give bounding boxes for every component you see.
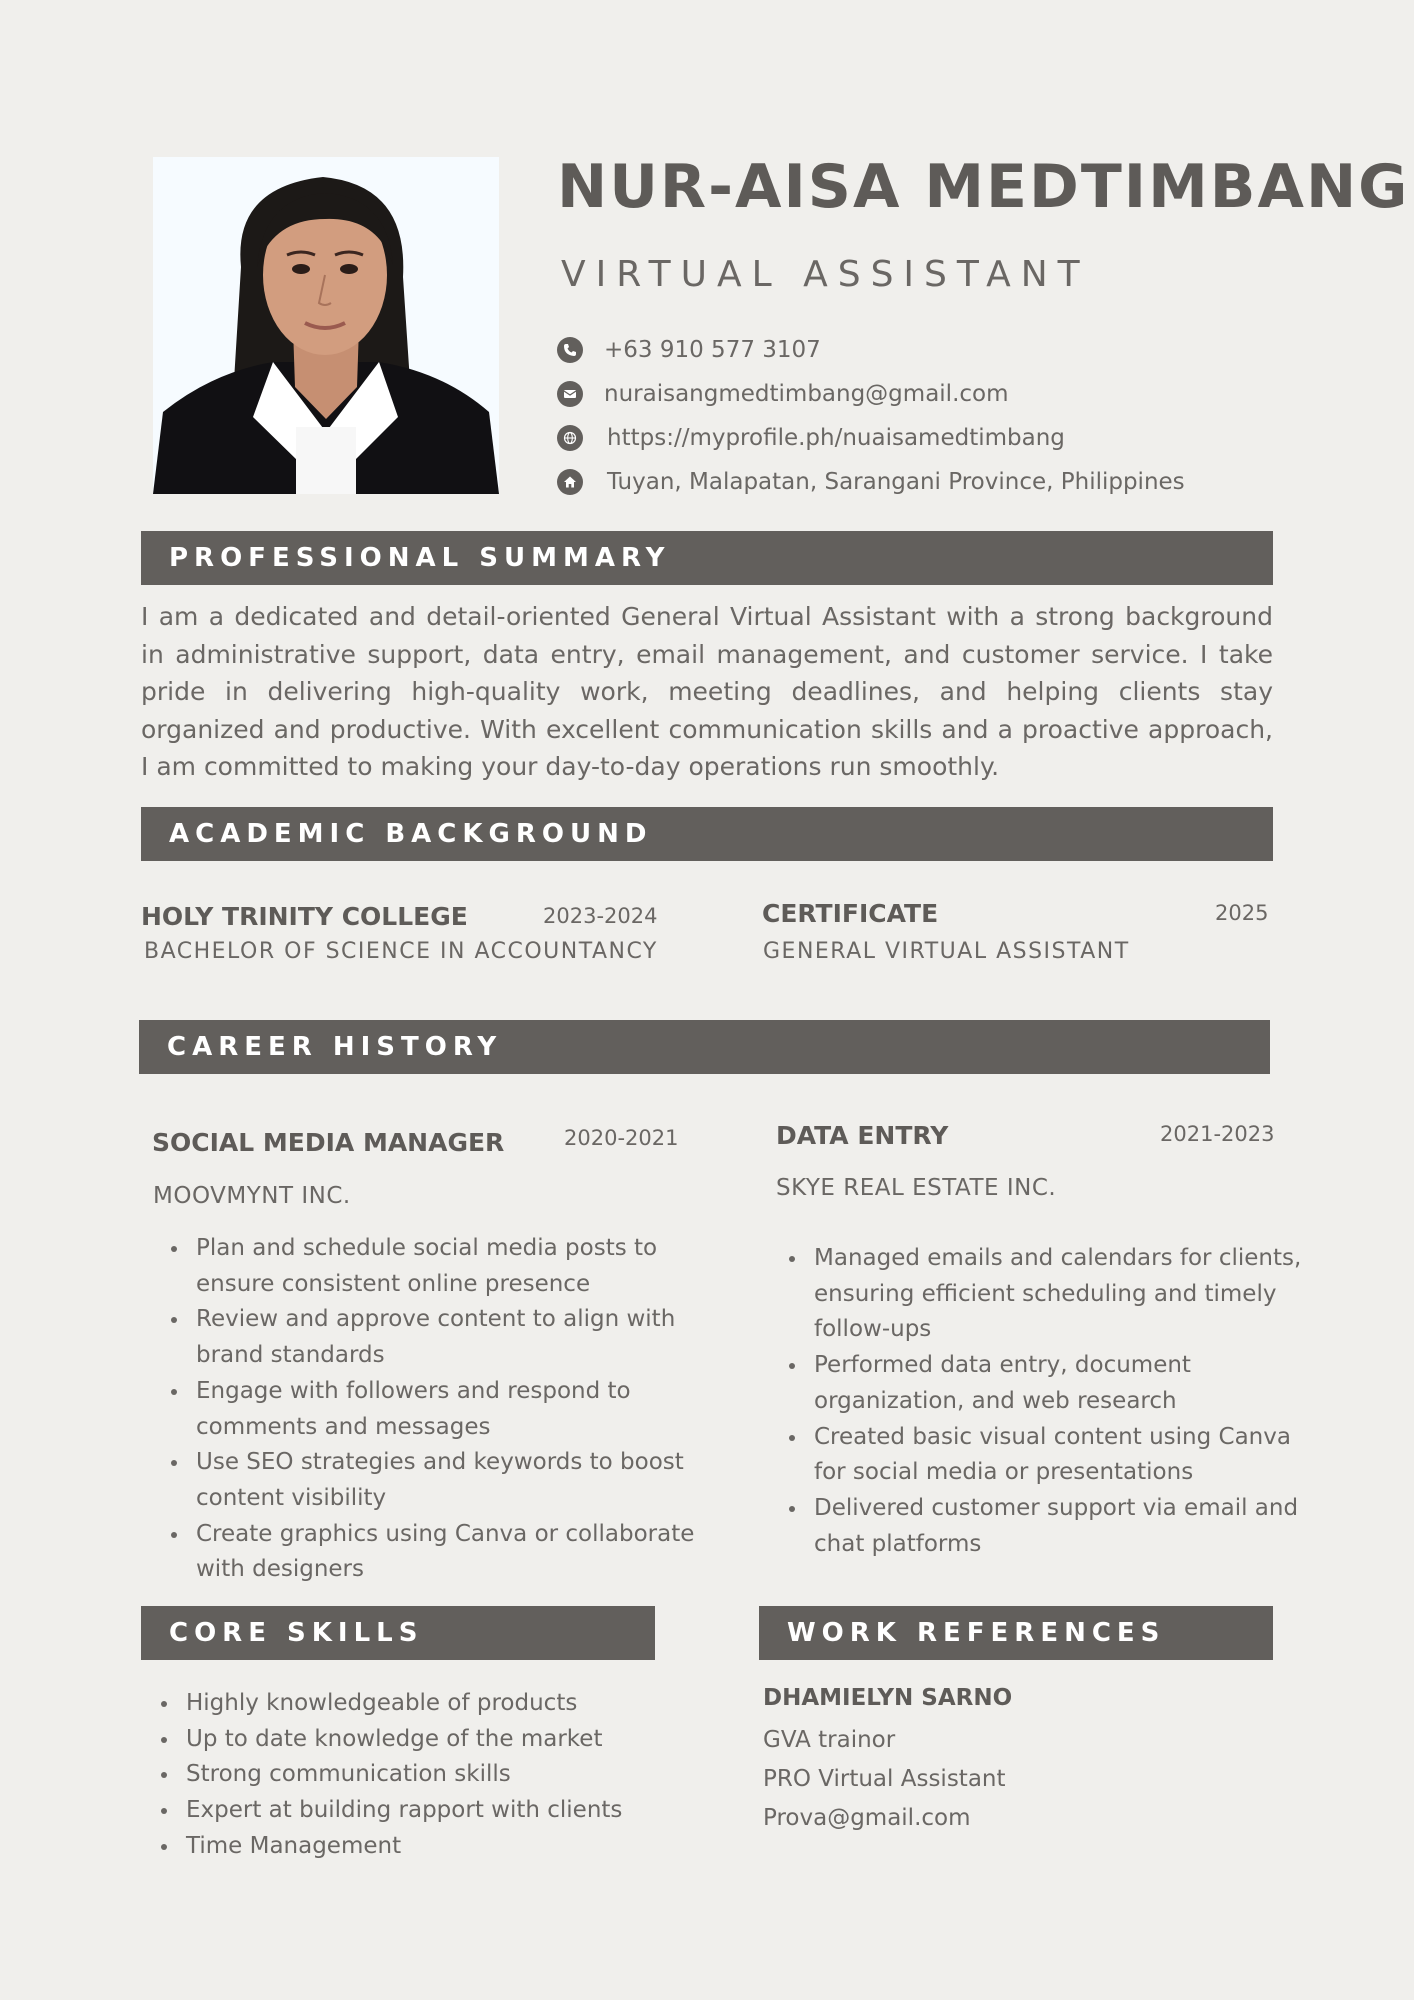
list-item: Highly knowledgeable of products	[186, 1686, 622, 1722]
list-item: Time Management	[186, 1829, 622, 1865]
address-text: Tuyan, Malapatan, Sarangani Province, Philippines	[607, 469, 1185, 495]
contact-email[interactable]	[557, 372, 1185, 416]
section-header-academic: ACADEMIC BACKGROUND	[141, 807, 1273, 861]
phone-text: +63 910 577 3107	[604, 337, 821, 363]
job-years-1: 2020-2021	[564, 1126, 679, 1150]
certificate-title: CERTIFICATE	[762, 899, 939, 928]
section-header-career: CAREER HISTORY	[139, 1020, 1270, 1074]
section-header-skills: CORE SKILLS	[141, 1606, 655, 1660]
website-text: https://myprofile.ph/nuaisamedtimbang	[607, 425, 1065, 451]
job-title-1: SOCIAL MEDIA MANAGER	[152, 1128, 505, 1157]
academic-years: 2023-2024	[543, 904, 658, 928]
academic-degree: BACHELOR OF SCIENCE IN ACCOUNTANCY	[144, 939, 658, 964]
job-company-1: MOOVMYNT INC.	[153, 1183, 351, 1209]
contact-address	[557, 460, 1185, 504]
reference-line-1: GVA trainor	[763, 1727, 896, 1753]
reference-line-2: PRO Virtual Assistant	[763, 1766, 1006, 1792]
list-item: Strong communication skills	[186, 1757, 622, 1793]
academic-school: HOLY TRINITY COLLEGE	[141, 902, 468, 931]
section-header-summary: PROFESSIONAL SUMMARY	[141, 531, 1273, 585]
list-item: Create graphics using Canva or collaborate with designers	[196, 1517, 694, 1588]
job-title-2: DATA ENTRY	[776, 1121, 949, 1150]
email-text: nuraisangmedtimbang@gmail.com	[604, 381, 1009, 407]
list-item: Plan and schedule social media posts to ensure consistent online presence	[196, 1231, 694, 1302]
list-item: Managed emails and calendars for clients, ensuring efficient scheduling and timely follow-ups	[814, 1241, 1301, 1348]
home-icon	[557, 469, 583, 495]
list-item: Expert at building rapport with clients	[186, 1793, 622, 1829]
job-title: VIRTUAL ASSISTANT	[561, 254, 1090, 295]
job-years-2: 2021-2023	[1160, 1122, 1275, 1146]
profile-photo	[153, 157, 499, 494]
reference-email[interactable]: Prova@gmail.com	[763, 1805, 971, 1831]
globe-icon	[557, 425, 583, 451]
contact-list	[557, 328, 1185, 504]
certificate-year: 2025	[1215, 901, 1269, 925]
contact-website[interactable]	[557, 416, 1185, 460]
section-header-references: WORK REFERENCES	[759, 1606, 1273, 1660]
email-icon	[557, 381, 583, 407]
job-duties-2	[814, 1241, 1301, 1562]
skills-list	[186, 1686, 622, 1865]
summary-paragraph: I am a dedicated and detail-oriented General Virtual Assistant with a strong background in administrative support, data entry, email management, and customer service. I take pride in delivering high-quality work, meeting deadlines, and helping clients stay organized and productive. With excellent communication skills and a proactive approach, I am committed to making your day-to-day operations run smoothly.	[141, 602, 1273, 781]
job-company-2: SKYE REAL ESTATE INC.	[776, 1175, 1057, 1201]
certificate-name: GENERAL VIRTUAL ASSISTANT	[763, 939, 1130, 964]
list-item: Engage with followers and respond to comments and messages	[196, 1374, 694, 1445]
list-item: Up to date knowledge of the market	[186, 1722, 622, 1758]
list-item: Delivered customer support via email and chat platforms	[814, 1491, 1301, 1562]
list-item: Use SEO strategies and keywords to boost content visibility	[196, 1445, 694, 1516]
candidate-name: NUR-AISA MEDTIMBANG	[557, 152, 1410, 222]
reference-name: DHAMIELYN SARNO	[763, 1685, 1013, 1711]
phone-icon	[557, 337, 583, 363]
contact-phone[interactable]	[557, 328, 1185, 372]
list-item: Review and approve content to align with brand standards	[196, 1302, 694, 1373]
job-duties-1	[196, 1231, 694, 1588]
list-item: Created basic visual content using Canva for social media or presentations	[814, 1420, 1301, 1491]
list-item: Performed data entry, document organization, and web research	[814, 1348, 1301, 1419]
